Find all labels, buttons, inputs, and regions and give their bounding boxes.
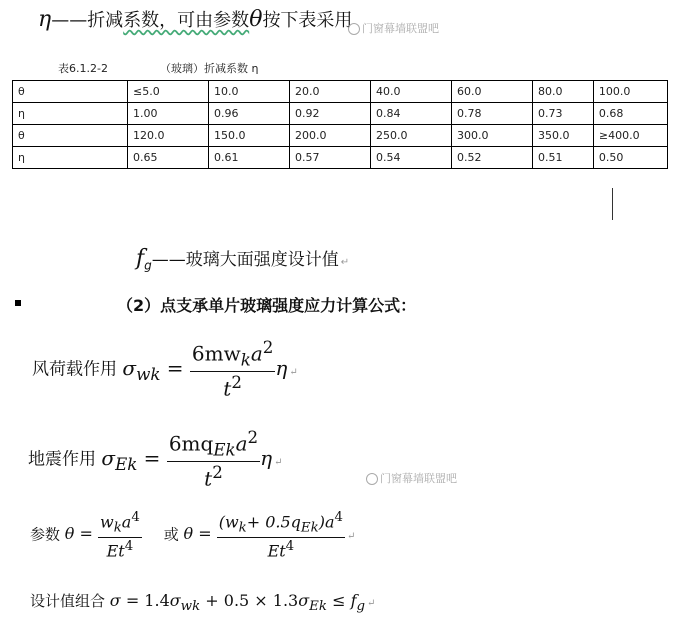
- table-cell: θ: [13, 81, 128, 103]
- eta-definition: [38, 6, 352, 32]
- reduction-factor-table: [12, 80, 668, 169]
- table-cell: θ: [13, 125, 128, 147]
- fg-subscript: g: [144, 258, 152, 273]
- theta-parameter-formula: 参数 θ = $\frac{w_ka^4}{Et^4}$ 或 θ = $\frac{(w_k+ 0.5q_{Ek})a^4}{Et^4}$ ↵: [30, 510, 356, 560]
- combo-label: 设计值组合: [30, 592, 106, 610]
- table-cell: 40.0: [371, 81, 452, 103]
- watermark-bottom: 门窗幕墙联盟吧: [366, 470, 457, 486]
- quake-fraction: $\frac{6mq_{Ek}a^2}{t^2}$: [168, 428, 259, 491]
- design-combination-formula: 设计值组合 $\sigma = 1.4\sigma_{wk} + 0.5 \times 1.3\sigma_{Ek} \le f_g$ ↵: [30, 591, 376, 615]
- table-cell: 100.0: [593, 81, 667, 103]
- fg-definition: [136, 245, 349, 272]
- chat-bubble-icon: [348, 23, 360, 35]
- table-cell: 0.51: [533, 147, 594, 169]
- eta-dash-text: ——折减: [51, 10, 124, 31]
- table-title: （玻璃）折减系数 η: [159, 62, 259, 75]
- table-row: [13, 81, 668, 103]
- eta-text-underlined: 系数，可由参数: [123, 10, 250, 31]
- table-cell: 0.65: [128, 147, 209, 169]
- wind-label: 风荷载作用: [32, 359, 117, 380]
- chat-bubble-icon: [366, 473, 378, 485]
- text-cursor-line: [612, 188, 613, 220]
- table-cell: 0.61: [209, 147, 290, 169]
- wind-fraction: $\frac{6mw_ka^2}{t^2}$: [191, 338, 274, 401]
- wind-equation: $\sigma_{wk}$ = $\frac{6mw_ka^2}{t^2}$ η ↵: [122, 338, 298, 401]
- theta-symbol: θ: [249, 7, 263, 32]
- table-cell: 60.0: [452, 81, 533, 103]
- table-cell: 20.0: [290, 81, 371, 103]
- earthquake-formula: [28, 428, 283, 490]
- param-label: 参数: [30, 525, 61, 544]
- table-cell: 0.92: [290, 103, 371, 125]
- table-cell: 0.54: [371, 147, 452, 169]
- or-label: 或: [163, 525, 179, 544]
- section-heading: （2）点支承单片玻璃强度应力计算公式：: [117, 296, 417, 315]
- param-fraction-2: $\frac{(w_k+ 0.5q_{Ek})a^4}{Et^4}$: [218, 510, 343, 560]
- table-cell: 350.0: [533, 125, 594, 147]
- table-cell: 0.78: [452, 103, 533, 125]
- watermark-top: 门窗幕墙联盟吧: [348, 20, 439, 36]
- table-cell: η: [13, 103, 128, 125]
- quake-equation: $\sigma_{Ek}$ = $\frac{6mq_{Ek}a^2}{t^2}$ η ↵: [101, 428, 283, 491]
- fg-text: ——玻璃大面强度设计值: [151, 250, 339, 270]
- table-cell: 0.57: [290, 147, 371, 169]
- table-cell: 200.0: [290, 125, 371, 147]
- table-cell: 1.00: [128, 103, 209, 125]
- bullet-square-icon: [15, 300, 21, 306]
- table-cell: 0.84: [371, 103, 452, 125]
- table-cell: ≥400.0: [593, 125, 667, 147]
- wind-load-formula: [32, 338, 298, 400]
- table-row: [13, 147, 668, 169]
- table-cell: 10.0: [209, 81, 290, 103]
- table-cell: η: [13, 147, 128, 169]
- table-cell: ≤5.0: [128, 81, 209, 103]
- table-cell: 0.52: [452, 147, 533, 169]
- return-mark: ↵: [340, 257, 350, 268]
- table-cell: 120.0: [128, 125, 209, 147]
- table-number: 表6.1.2-2: [58, 62, 108, 75]
- param-fraction-1: $\frac{w_ka^4}{Et^4}$: [100, 510, 140, 560]
- table-caption: [58, 60, 258, 76]
- table-cell: 0.68: [593, 103, 667, 125]
- table-row: [13, 103, 668, 125]
- table-cell: 150.0: [209, 125, 290, 147]
- table-cell: 0.73: [533, 103, 594, 125]
- fg-symbol: f: [136, 246, 145, 271]
- eta-text-end: 按下表采用: [262, 10, 353, 31]
- table-cell: 250.0: [371, 125, 452, 147]
- table-cell: 80.0: [533, 81, 594, 103]
- table-cell: 300.0: [452, 125, 533, 147]
- quake-label: 地震作用: [28, 449, 96, 470]
- table-row: [13, 125, 668, 147]
- table-cell: 0.96: [209, 103, 290, 125]
- eta-symbol: η: [38, 7, 52, 32]
- table-cell: 0.50: [593, 147, 667, 169]
